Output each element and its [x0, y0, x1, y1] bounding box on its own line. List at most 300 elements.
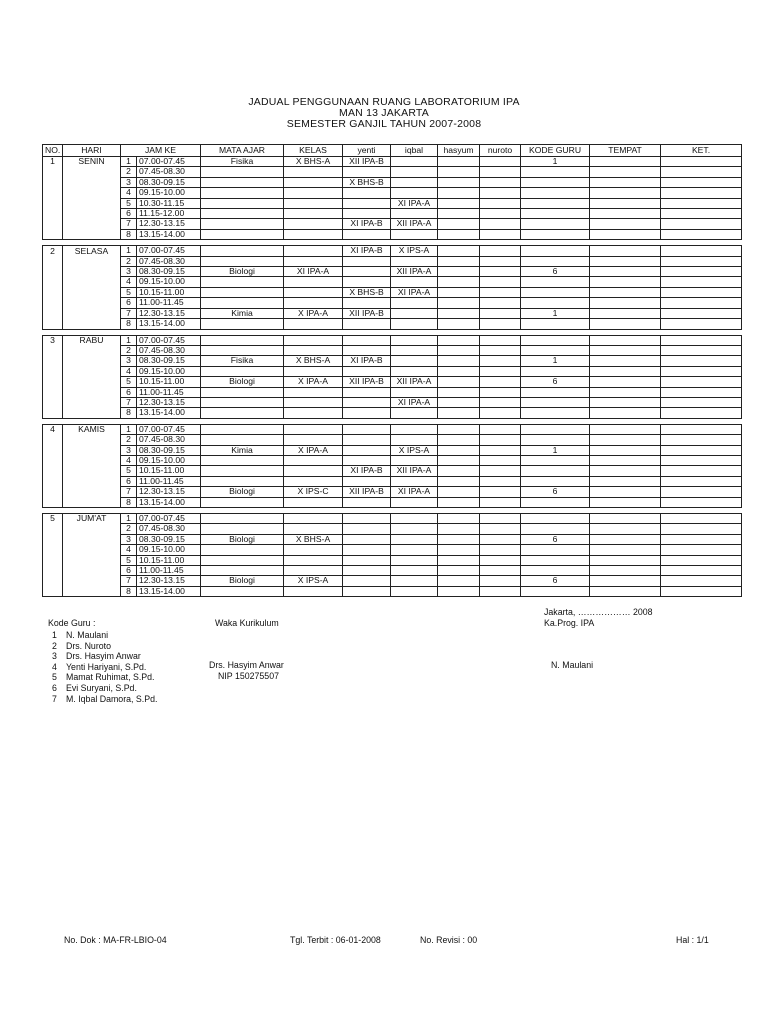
- yenti-cell: [343, 267, 391, 277]
- table-row: [43, 335, 742, 345]
- note-cell: [661, 157, 742, 167]
- hasyum-cell: [438, 566, 480, 576]
- hasyum-cell: [438, 397, 480, 407]
- yenti-cell: [343, 408, 391, 418]
- day-no: 4: [43, 424, 63, 434]
- hasyum-cell: [438, 424, 480, 434]
- day-no: [43, 566, 63, 576]
- iqbal-cell: [391, 497, 438, 507]
- class-cell: [284, 424, 343, 434]
- teacher-code-cell: [521, 545, 590, 555]
- iqbal-cell: [391, 335, 438, 345]
- col-jam-ke: JAM KE: [121, 145, 201, 157]
- class-cell: [284, 298, 343, 308]
- nuroto-cell: [480, 298, 521, 308]
- day-no: [43, 209, 63, 219]
- teacher-code-cell: [521, 219, 590, 229]
- period-time: 09.15-10.00: [137, 455, 201, 465]
- period-number: 6: [121, 387, 137, 397]
- iqbal-cell: [391, 188, 438, 198]
- yenti-cell: [343, 366, 391, 376]
- period-time: 10.15-11.00: [137, 555, 201, 565]
- yenti-cell: [343, 335, 391, 345]
- day-no: [43, 476, 63, 486]
- kaprog-name: N. Maulani: [551, 660, 594, 670]
- teacher-code-cell: [521, 387, 590, 397]
- col-kelas: KELAS: [284, 145, 343, 157]
- class-cell: [284, 319, 343, 329]
- teacher-code-cell: [521, 167, 590, 177]
- class-cell: [284, 366, 343, 376]
- table-row: [43, 387, 742, 397]
- note-cell: [661, 219, 742, 229]
- guru-list-item: [52, 651, 157, 662]
- day-no: [43, 366, 63, 376]
- place-cell: [590, 267, 661, 277]
- hasyum-cell: [438, 298, 480, 308]
- teacher-code-cell: 1: [521, 356, 590, 366]
- period-time: 10.15-11.00: [137, 466, 201, 476]
- teacher-code-cell: [521, 524, 590, 534]
- day-name: [63, 387, 121, 397]
- hasyum-cell: [438, 287, 480, 297]
- yenti-cell: [343, 198, 391, 208]
- subject-cell: [201, 397, 284, 407]
- hasyum-cell: [438, 576, 480, 586]
- iqbal-cell: [391, 566, 438, 576]
- period-time: 07.00-07.45: [137, 424, 201, 434]
- nuroto-cell: [480, 466, 521, 476]
- yenti-cell: [343, 256, 391, 266]
- hasyum-cell: [438, 219, 480, 229]
- hasyum-cell: [438, 524, 480, 534]
- subject-cell: [201, 524, 284, 534]
- iqbal-cell: X IPS-A: [391, 445, 438, 455]
- period-time: 07.45-08.30: [137, 167, 201, 177]
- period-time: 13.15-14.00: [137, 319, 201, 329]
- place-cell: [590, 198, 661, 208]
- period-time: 11.00-11.45: [137, 298, 201, 308]
- guru-name: Drs. Hasyim Anwar: [66, 651, 141, 662]
- class-cell: [284, 387, 343, 397]
- day-no: [43, 545, 63, 555]
- teacher-code-cell: [521, 287, 590, 297]
- table-row: [43, 298, 742, 308]
- period-time: 07.45-08.30: [137, 524, 201, 534]
- nuroto-cell: [480, 356, 521, 366]
- day-name: [63, 229, 121, 239]
- schedule-table: [42, 144, 742, 597]
- hasyum-cell: [438, 256, 480, 266]
- day-no: [43, 524, 63, 534]
- period-number: 6: [121, 298, 137, 308]
- table-header-row: [43, 145, 742, 157]
- nuroto-cell: [480, 586, 521, 596]
- class-cell: [284, 397, 343, 407]
- nuroto-cell: [480, 387, 521, 397]
- teacher-code-cell: [521, 177, 590, 187]
- period-number: 7: [121, 576, 137, 586]
- iqbal-cell: [391, 476, 438, 486]
- teacher-code-cell: 6: [521, 576, 590, 586]
- day-no: [43, 576, 63, 586]
- subject-cell: [201, 566, 284, 576]
- period-number: 4: [121, 366, 137, 376]
- day-no: [43, 487, 63, 497]
- subject-cell: [201, 424, 284, 434]
- teacher-code-cell: [521, 335, 590, 345]
- subject-cell: [201, 466, 284, 476]
- day-name: [63, 466, 121, 476]
- subject-cell: [201, 555, 284, 565]
- yenti-cell: [343, 345, 391, 355]
- day-name: [63, 267, 121, 277]
- yenti-cell: [343, 497, 391, 507]
- guru-code: 3: [52, 651, 57, 662]
- iqbal-cell: [391, 345, 438, 355]
- waka-nip: NIP 150275507: [218, 671, 279, 681]
- place-cell: [590, 277, 661, 287]
- period-number: 1: [121, 514, 137, 524]
- note-cell: [661, 435, 742, 445]
- period-time: 12.30-13.15: [137, 308, 201, 318]
- iqbal-cell: [391, 167, 438, 177]
- place-cell: [590, 345, 661, 355]
- yenti-cell: [343, 167, 391, 177]
- hasyum-cell: [438, 308, 480, 318]
- teacher-code-cell: [521, 188, 590, 198]
- subject-cell: [201, 345, 284, 355]
- note-cell: [661, 514, 742, 524]
- table-row: [43, 455, 742, 465]
- table-row: [43, 356, 742, 366]
- period-number: 5: [121, 555, 137, 565]
- day-name: [63, 198, 121, 208]
- class-cell: [284, 198, 343, 208]
- guru-list-item: [52, 630, 157, 641]
- subject-cell: [201, 256, 284, 266]
- class-cell: [284, 524, 343, 534]
- day-name: [63, 345, 121, 355]
- guru-name: Yenti Hariyani, S.Pd.: [66, 661, 147, 672]
- period-number: 7: [121, 487, 137, 497]
- day-name: [63, 534, 121, 544]
- note-cell: [661, 277, 742, 287]
- teacher-code-cell: [521, 319, 590, 329]
- day-name: [63, 487, 121, 497]
- day-name: [63, 256, 121, 266]
- nuroto-cell: [480, 209, 521, 219]
- iqbal-cell: [391, 514, 438, 524]
- table-row: [43, 497, 742, 507]
- note-cell: [661, 377, 742, 387]
- subject-cell: Kimia: [201, 308, 284, 318]
- day-name: [63, 177, 121, 187]
- waka-label: Waka Kurikulum: [215, 618, 279, 628]
- day-name: [63, 366, 121, 376]
- place-cell: [590, 246, 661, 256]
- period-time: 11.00-11.45: [137, 476, 201, 486]
- table-row: [43, 534, 742, 544]
- guru-code: 6: [52, 682, 57, 693]
- place-cell: [590, 319, 661, 329]
- note-cell: [661, 298, 742, 308]
- teacher-code-cell: [521, 476, 590, 486]
- table-row: [43, 466, 742, 476]
- note-cell: [661, 335, 742, 345]
- day-name: [63, 497, 121, 507]
- day-name: [63, 445, 121, 455]
- hasyum-cell: [438, 277, 480, 287]
- hasyum-cell: [438, 167, 480, 177]
- day-name: [63, 524, 121, 534]
- yenti-cell: [343, 229, 391, 239]
- period-number: 3: [121, 445, 137, 455]
- period-time: 07.00-07.45: [137, 246, 201, 256]
- yenti-cell: [343, 555, 391, 565]
- place-cell: [590, 298, 661, 308]
- yenti-cell: [343, 576, 391, 586]
- class-cell: [284, 287, 343, 297]
- period-number: 6: [121, 476, 137, 486]
- day-no: [43, 267, 63, 277]
- note-cell: [661, 487, 742, 497]
- hasyum-cell: [438, 319, 480, 329]
- table-row: [43, 319, 742, 329]
- period-number: 4: [121, 545, 137, 555]
- day-no: [43, 188, 63, 198]
- nuroto-cell: [480, 476, 521, 486]
- col-kode-guru: KODE GURU: [521, 145, 590, 157]
- teacher-code-cell: [521, 424, 590, 434]
- nuroto-cell: [480, 308, 521, 318]
- col-tempat: TEMPAT: [590, 145, 661, 157]
- nuroto-cell: [480, 345, 521, 355]
- teacher-code-cell: [521, 466, 590, 476]
- teacher-code-cell: [521, 586, 590, 596]
- hasyum-cell: [438, 476, 480, 486]
- day-no: [43, 445, 63, 455]
- hasyum-cell: [438, 555, 480, 565]
- nuroto-cell: [480, 267, 521, 277]
- hasyum-cell: [438, 466, 480, 476]
- yenti-cell: X BHS-B: [343, 287, 391, 297]
- nuroto-cell: [480, 424, 521, 434]
- place-cell: [590, 397, 661, 407]
- nuroto-cell: [480, 287, 521, 297]
- subject-cell: [201, 298, 284, 308]
- period-number: 8: [121, 319, 137, 329]
- place-cell: [590, 566, 661, 576]
- yenti-cell: XI IPA-B: [343, 466, 391, 476]
- yenti-cell: XII IPA-B: [343, 377, 391, 387]
- note-cell: [661, 397, 742, 407]
- period-time: 07.45-08.30: [137, 435, 201, 445]
- nuroto-cell: [480, 319, 521, 329]
- teacher-code-cell: [521, 277, 590, 287]
- period-time: 10.15-11.00: [137, 377, 201, 387]
- day-name: [63, 308, 121, 318]
- class-cell: [284, 246, 343, 256]
- teacher-code-cell: [521, 229, 590, 239]
- hasyum-cell: [438, 435, 480, 445]
- iqbal-cell: [391, 157, 438, 167]
- class-cell: [284, 219, 343, 229]
- iqbal-cell: [391, 366, 438, 376]
- col-nuroto: nuroto: [480, 145, 521, 157]
- note-cell: [661, 534, 742, 544]
- day-no: [43, 287, 63, 297]
- iqbal-cell: [391, 534, 438, 544]
- place-cell: [590, 445, 661, 455]
- table-row: [43, 445, 742, 455]
- nuroto-cell: [480, 408, 521, 418]
- table-row: [43, 219, 742, 229]
- yenti-cell: [343, 445, 391, 455]
- day-no: [43, 229, 63, 239]
- hasyum-cell: [438, 335, 480, 345]
- subject-cell: [201, 408, 284, 418]
- teacher-code-cell: [521, 246, 590, 256]
- note-cell: [661, 229, 742, 239]
- teacher-code-cell: [521, 209, 590, 219]
- table-row: [43, 545, 742, 555]
- note-cell: [661, 366, 742, 376]
- note-cell: [661, 177, 742, 187]
- day-name: JUM'AT: [63, 514, 121, 524]
- day-no: 2: [43, 246, 63, 256]
- table-row: [43, 229, 742, 239]
- subject-cell: [201, 435, 284, 445]
- school-name: MAN 13 JAKARTA: [339, 107, 429, 119]
- period-time: 12.30-13.15: [137, 487, 201, 497]
- hasyum-cell: [438, 267, 480, 277]
- day-name: KAMIS: [63, 424, 121, 434]
- guru-code: 7: [52, 693, 57, 704]
- place-cell: [590, 167, 661, 177]
- period-number: 5: [121, 287, 137, 297]
- nuroto-cell: [480, 198, 521, 208]
- iqbal-cell: [391, 555, 438, 565]
- class-cell: X IPA-A: [284, 377, 343, 387]
- iqbal-cell: [391, 545, 438, 555]
- day-no: [43, 586, 63, 596]
- class-cell: [284, 514, 343, 524]
- day-name: [63, 555, 121, 565]
- subject-cell: Biologi: [201, 267, 284, 277]
- day-name: [63, 435, 121, 445]
- note-cell: [661, 545, 742, 555]
- day-no: [43, 198, 63, 208]
- iqbal-cell: [391, 387, 438, 397]
- class-cell: [284, 177, 343, 187]
- nuroto-cell: [480, 167, 521, 177]
- hasyum-cell: [438, 188, 480, 198]
- teacher-code-cell: [521, 408, 590, 418]
- teacher-code-cell: 6: [521, 534, 590, 544]
- period-time: 07.45-08.30: [137, 345, 201, 355]
- iqbal-cell: XII IPA-A: [391, 466, 438, 476]
- yenti-cell: [343, 586, 391, 596]
- hasyum-cell: [438, 177, 480, 187]
- day-no: [43, 308, 63, 318]
- col-mata-ajar: MATA AJAR: [201, 145, 284, 157]
- footer-no-revisi: No. Revisi : 00: [420, 935, 478, 945]
- place-cell: [590, 466, 661, 476]
- nuroto-cell: [480, 157, 521, 167]
- class-cell: [284, 167, 343, 177]
- day-no: 5: [43, 514, 63, 524]
- period-time: 11.00-11.45: [137, 566, 201, 576]
- hasyum-cell: [438, 377, 480, 387]
- iqbal-cell: XII IPA-A: [391, 267, 438, 277]
- day-no: [43, 177, 63, 187]
- table-row: [43, 555, 742, 565]
- subject-cell: [201, 335, 284, 345]
- iqbal-cell: [391, 408, 438, 418]
- teacher-code-cell: 1: [521, 308, 590, 318]
- hasyum-cell: [438, 366, 480, 376]
- class-cell: [284, 455, 343, 465]
- nuroto-cell: [480, 514, 521, 524]
- period-time: 07.00-07.45: [137, 335, 201, 345]
- subject-cell: [201, 229, 284, 239]
- day-name: [63, 408, 121, 418]
- class-cell: X IPA-A: [284, 445, 343, 455]
- semester-title: SEMESTER GANJIL TAHUN 2007-2008: [286, 118, 482, 130]
- nuroto-cell: [480, 455, 521, 465]
- yenti-cell: [343, 298, 391, 308]
- period-number: 8: [121, 229, 137, 239]
- hasyum-cell: [438, 455, 480, 465]
- iqbal-cell: [391, 524, 438, 534]
- iqbal-cell: XII IPA-A: [391, 377, 438, 387]
- place-cell: [590, 408, 661, 418]
- day-name: [63, 188, 121, 198]
- hasyum-cell: [438, 345, 480, 355]
- place-cell: [590, 586, 661, 596]
- day-no: [43, 466, 63, 476]
- teacher-code-cell: [521, 198, 590, 208]
- period-number: 1: [121, 246, 137, 256]
- day-no: [43, 319, 63, 329]
- note-cell: [661, 476, 742, 486]
- teacher-code-cell: 6: [521, 487, 590, 497]
- table-row: [43, 256, 742, 266]
- note-cell: [661, 308, 742, 318]
- hasyum-cell: [438, 445, 480, 455]
- subject-cell: [201, 188, 284, 198]
- table-row: [43, 345, 742, 355]
- table-row: [43, 487, 742, 497]
- guru-list-item: [52, 694, 157, 705]
- subject-cell: [201, 366, 284, 376]
- period-time: 07.45-08.30: [137, 256, 201, 266]
- day-no: [43, 397, 63, 407]
- hasyum-cell: [438, 356, 480, 366]
- iqbal-cell: X IPS-A: [391, 246, 438, 256]
- table-row: [43, 524, 742, 534]
- period-number: 5: [121, 198, 137, 208]
- subject-cell: [201, 177, 284, 187]
- note-cell: [661, 566, 742, 576]
- guru-list-item: [52, 662, 157, 673]
- col-ket: KET.: [661, 145, 742, 157]
- period-number: 2: [121, 256, 137, 266]
- hasyum-cell: [438, 246, 480, 256]
- day-no: [43, 167, 63, 177]
- day-name: SENIN: [63, 157, 121, 167]
